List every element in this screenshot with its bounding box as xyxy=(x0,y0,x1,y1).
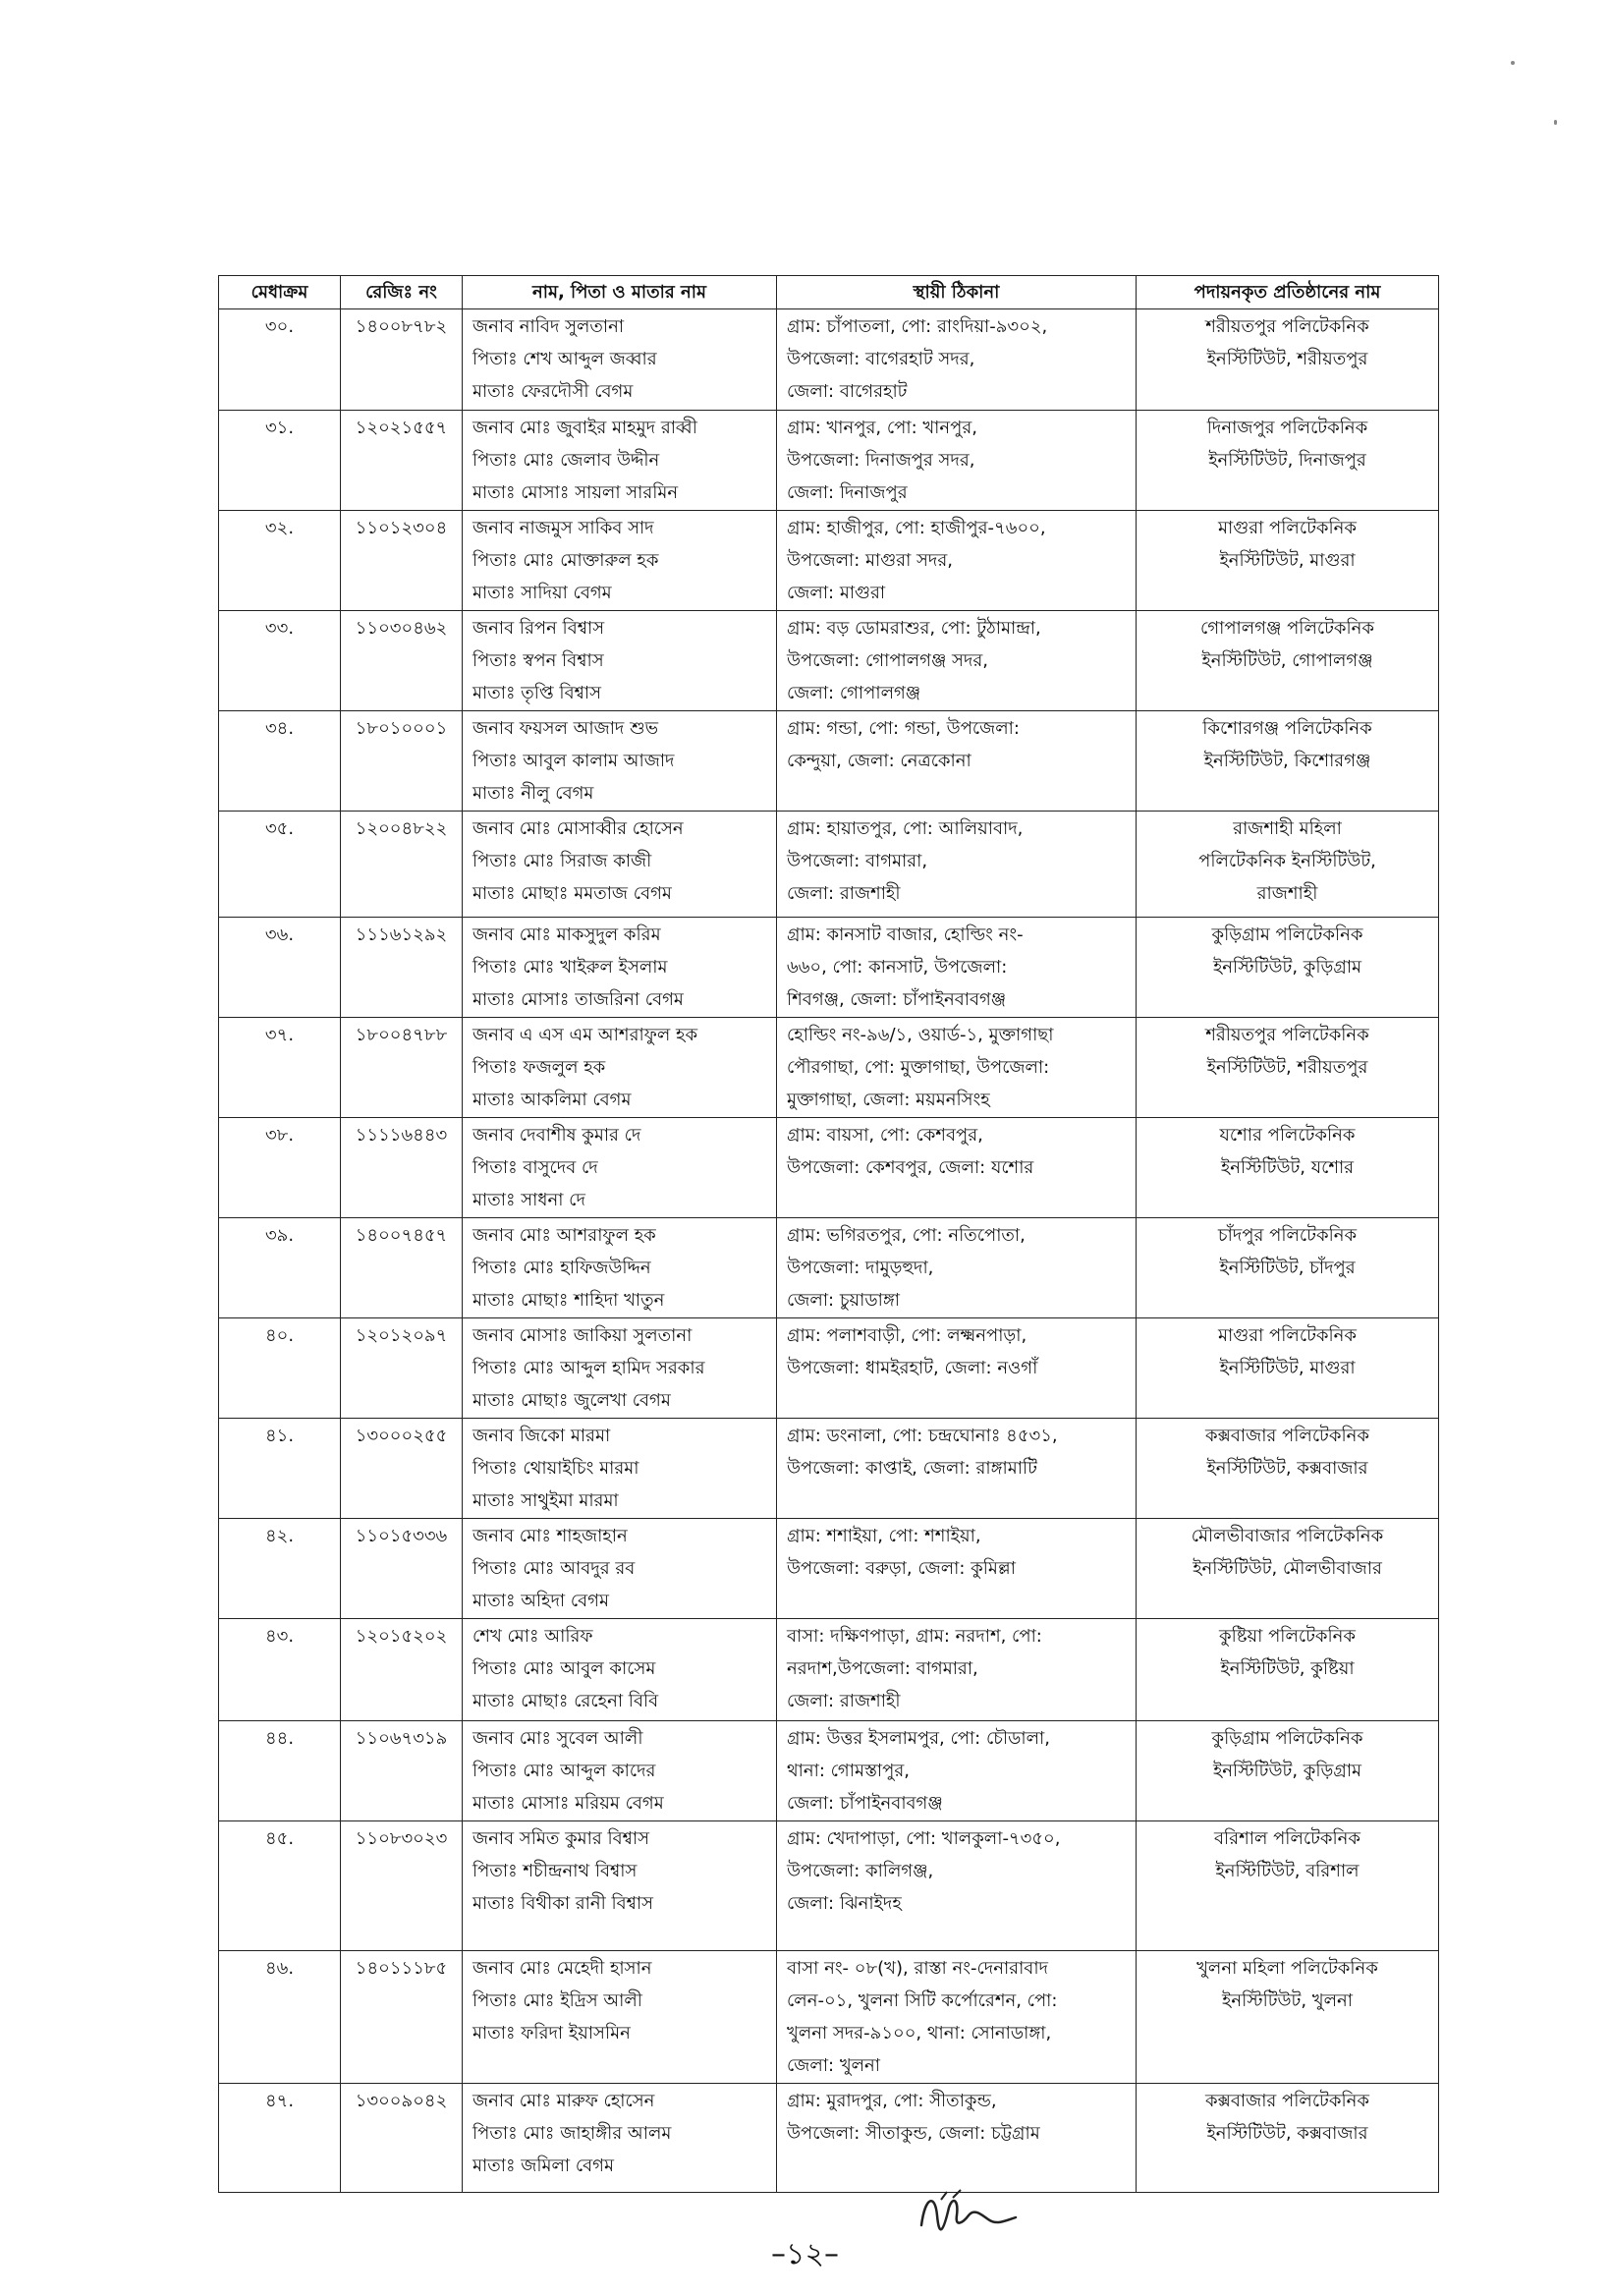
institute-line: ইনস্টিটিউট, কুড়িগ্রাম xyxy=(1212,1761,1362,1781)
institute-line: শরীয়তপুর পলিটেকনিক xyxy=(1205,1025,1369,1045)
address-line: গ্রাম: হাজীপুর, পো: হাজীপুর-৭৬০০, xyxy=(787,518,1046,538)
address-line: উপজেলা: ধামইরহাট, জেলা: নওগাঁ xyxy=(787,1358,1038,1378)
name-line: জনাব মোঃ আশরাফুল হক xyxy=(472,1225,656,1246)
name-line: মাতাঃ মোছাঃ মমতাজ বেগম xyxy=(472,883,672,904)
registration-cell: ১১০৩০৪৬২ xyxy=(341,611,463,711)
name-line: পিতাঃ স্বপন বিশ্বাস xyxy=(472,650,604,671)
institute-line: ইনস্টিটিউট, যশোর xyxy=(1220,1157,1355,1178)
institute-line: কিশোরগঞ্জ পলিটেকনিক xyxy=(1202,718,1372,739)
address-cell xyxy=(777,411,1137,511)
table-row xyxy=(219,511,1439,611)
address-line: জেলা: খুলনা xyxy=(787,2055,881,2076)
institute-cell xyxy=(1137,1118,1439,1218)
address-cell xyxy=(777,812,1137,918)
address-line: গ্রাম: পলাশবাড়ী, পো: লক্ষ্মনপাড়া, xyxy=(787,1325,1027,1346)
name-line: শেখ মোঃ আরিফ xyxy=(472,1626,593,1647)
name-cell xyxy=(463,1619,777,1721)
address-line: উপজেলা: মাগুরা সদর, xyxy=(787,550,953,571)
serial-cell: ৩২. xyxy=(219,511,341,611)
institute-line: মাগুরা পলিটেকনিক xyxy=(1218,1325,1357,1346)
name-line: জনাব নাবিদ সুলতানা xyxy=(472,316,625,337)
name-line: জনাব মোঃ মোসাব্বীর হোসেন xyxy=(472,818,684,839)
header-serial: মেধাক্রম xyxy=(219,276,341,309)
address-line: গ্রাম: কানসাট বাজার, হোল্ডিং নং- xyxy=(787,924,1024,945)
serial-cell: ৪১. xyxy=(219,1419,341,1519)
header-name: নাম, পিতা ও মাতার নাম xyxy=(463,276,777,309)
registration-cell: ১২০২১৫৫৭ xyxy=(341,411,463,511)
table-header-row xyxy=(219,276,1439,309)
name-cell xyxy=(463,411,777,511)
merit-list-table xyxy=(218,275,1439,2193)
header-institute: পদায়নকৃত প্রতিষ্ঠানের নাম xyxy=(1137,276,1439,309)
name-line: পিতাঃ মোঃ জেলাব উদ্দীন xyxy=(472,450,660,471)
institute-line: শরীয়তপুর পলিটেকনিক xyxy=(1205,316,1369,337)
name-line: জনাব সমিত কুমার বিশ্বাস xyxy=(472,1828,650,1849)
address-line: উপজেলা: গোপালগঞ্জ সদর, xyxy=(787,650,989,671)
address-line: জেলা: রাজশাহী xyxy=(787,1691,901,1711)
institute-line: খুলনা মহিলা পলিটেকনিক xyxy=(1196,1958,1378,1979)
serial-cell: ৪৪. xyxy=(219,1721,341,1821)
address-line: থানা: গোমস্তাপুর, xyxy=(787,1761,910,1781)
name-line: পিতাঃ শচীন্দ্রনাথ বিশ্বাস xyxy=(472,1861,638,1881)
address-line: ৬৬০, পো: কানসাট, উপজেলা: xyxy=(787,957,1008,978)
name-line: পিতাঃ মোঃ হাফিজউদ্দিন xyxy=(472,1258,651,1278)
scan-speck xyxy=(1511,61,1515,65)
name-line: মাতাঃ সাধনা দে xyxy=(472,1190,585,1210)
address-cell xyxy=(777,1218,1137,1318)
institute-line: মৌলভীবাজার পলিটেকনিক xyxy=(1191,1526,1384,1546)
name-line: জনাব দেবাশীষ কুমার দে xyxy=(472,1125,641,1146)
address-line: খুলনা সদর-৯১০০, থানা: সোনাডাঙ্গা, xyxy=(787,2023,1052,2044)
serial-cell: ৩৭. xyxy=(219,1018,341,1118)
name-line: মাতাঃ বিথীকা রানী বিশ্বাস xyxy=(472,1893,654,1914)
name-line: মাতাঃ অহিদা বেগম xyxy=(472,1591,609,1611)
institute-line: চাঁদপুর পলিটেকনিক xyxy=(1217,1225,1358,1246)
institute-cell xyxy=(1137,611,1439,711)
name-line: জনাব এ এস এম আশরাফুল হক xyxy=(472,1025,698,1045)
institute-cell xyxy=(1137,1951,1439,2084)
registration-cell: ১৩০০৯০৪২ xyxy=(341,2084,463,2193)
institute-line: ইনস্টিটিউট, কুড়িগ্রাম xyxy=(1212,957,1362,978)
name-line: জনাব মোঃ শাহজাহান xyxy=(472,1526,628,1546)
name-line: মাতাঃ মোছাঃ রেহেনা বিবি xyxy=(472,1691,659,1711)
name-line: মাতাঃ ফেরদৌসী বেগম xyxy=(472,381,634,402)
address-line: লেন-০১, খুলনা সিটি কর্পোরেশন, পো: xyxy=(787,1990,1058,2011)
address-cell xyxy=(777,611,1137,711)
address-line: গ্রাম: বড় ডোমরাশুর, পো: টুঠামান্দ্রা, xyxy=(787,618,1041,639)
serial-cell: ৩৮. xyxy=(219,1118,341,1218)
address-line: জেলা: চাঁপাইনবাবগঞ্জ xyxy=(787,1793,943,1814)
table-body xyxy=(219,309,1439,2193)
name-line: পিতাঃ আবুল কালাম আজাদ xyxy=(472,751,675,771)
registration-cell: ১৪০০৭৪৫৭ xyxy=(341,1218,463,1318)
institute-line: রাজশাহী xyxy=(1256,883,1318,904)
table-row xyxy=(219,1619,1439,1721)
address-line: কেন্দুয়া, জেলা: নেত্রকোনা xyxy=(787,751,972,771)
table-row xyxy=(219,1721,1439,1821)
institute-line: ইনস্টিটিউট, শরীয়তপুর xyxy=(1206,349,1368,369)
name-cell xyxy=(463,1721,777,1821)
name-cell xyxy=(463,2084,777,2193)
institute-line: বরিশাল পলিটেকনিক xyxy=(1214,1828,1360,1849)
address-line: উপজেলা: বাগমারা, xyxy=(787,851,928,871)
name-line: মাতাঃ মোছাঃ শাহিদা খাতুন xyxy=(472,1290,665,1311)
address-cell xyxy=(777,1721,1137,1821)
registration-cell: ১১১৬১২৯২ xyxy=(341,918,463,1018)
name-line: পিতাঃ বাসুদেব দে xyxy=(472,1157,598,1178)
institute-cell xyxy=(1137,511,1439,611)
name-line: জনাব মোঃ মেহেদী হাসান xyxy=(472,1958,652,1979)
institute-line: ইনস্টিটিউট, মৌলভীবাজার xyxy=(1193,1558,1382,1579)
name-line: পিতাঃ মোঃ ইদ্রিস আলী xyxy=(472,1990,642,2011)
name-line: জনাব রিপন বিশ্বাস xyxy=(472,618,605,639)
address-line: গ্রাম: ডংনালা, পো: চন্দ্রঘোনাঃ ৪৫৩১, xyxy=(787,1426,1058,1446)
institute-cell xyxy=(1137,1519,1439,1619)
institute-line: গোপালগঞ্জ পলিটেকনিক xyxy=(1200,618,1374,639)
name-cell xyxy=(463,1018,777,1118)
page-number: –১২– xyxy=(771,2237,839,2271)
name-line: জনাব মোঃ সুবেল আলী xyxy=(472,1728,643,1749)
serial-cell: ৪৭. xyxy=(219,2084,341,2193)
registration-cell: ১১০১৫৩৩৬ xyxy=(341,1519,463,1619)
table-row xyxy=(219,1519,1439,1619)
name-line: জনাব মোঃ জুবাইর মাহমুদ রাব্বী xyxy=(472,418,697,438)
institute-line: কুড়িগ্রাম পলিটেকনিক xyxy=(1211,924,1363,945)
name-line: জনাব ফয়সল আজাদ শুভ xyxy=(472,718,658,739)
address-line: গ্রাম: বায়সা, পো: কেশবপুর, xyxy=(787,1125,983,1146)
institute-cell xyxy=(1137,1318,1439,1419)
address-line: গ্রাম: খানপুর, পো: খানপুর, xyxy=(787,418,977,438)
institute-cell xyxy=(1137,812,1439,918)
institute-cell xyxy=(1137,918,1439,1018)
address-line: উপজেলা: বরুড়া, জেলা: কুমিল্লা xyxy=(787,1558,1016,1579)
institute-line: ইনস্টিটিউট, মাগুরা xyxy=(1219,550,1356,571)
address-line: গ্রাম: চাঁপাতলা, পো: রাংদিয়া-৯৩০২, xyxy=(787,316,1048,337)
name-cell xyxy=(463,1318,777,1419)
address-line: হোল্ডিং নং-৯৬/১, ওয়ার্ড-১, মুক্তাগাছা xyxy=(787,1025,1054,1045)
registration-cell: ১৮০০৪৭৮৮ xyxy=(341,1018,463,1118)
address-line: গ্রাম: ভগিরতপুর, পো: নতিপোতা, xyxy=(787,1225,1026,1246)
institute-line: পলিটেকনিক ইনস্টিটিউট, xyxy=(1198,851,1376,871)
address-cell xyxy=(777,1951,1137,2084)
institute-cell xyxy=(1137,1419,1439,1519)
name-cell xyxy=(463,1118,777,1218)
institute-line: কক্সবাজার পলিটেকনিক xyxy=(1205,2091,1369,2111)
name-cell xyxy=(463,711,777,812)
name-line: পিতাঃ মোঃ আব্দুল হামিদ সরকার xyxy=(472,1358,705,1378)
address-line: গ্রাম: উত্তর ইসলামপুর, পো: চৌডালা, xyxy=(787,1728,1050,1749)
address-line: উপজেলা: কাপ্তাই, জেলা: রাঙ্গামাটি xyxy=(787,1458,1037,1479)
name-line: মাতাঃ মোসাঃ সায়লা সারমিন xyxy=(472,482,679,503)
address-cell xyxy=(777,2084,1137,2193)
serial-cell: ৩১. xyxy=(219,411,341,511)
institute-cell xyxy=(1137,1018,1439,1118)
address-line: গ্রাম: মুরাদপুর, পো: সীতাকুন্ড, xyxy=(787,2091,997,2111)
name-line: জনাব মোঃ মাকসুদুল করিম xyxy=(472,924,661,945)
registration-cell: ১২০১৫২০২ xyxy=(341,1619,463,1721)
table-row xyxy=(219,918,1439,1018)
serial-cell: ৩০. xyxy=(219,309,341,411)
address-cell xyxy=(777,1519,1137,1619)
institute-line: মাগুরা পলিটেকনিক xyxy=(1218,518,1357,538)
institute-cell xyxy=(1137,1218,1439,1318)
institute-line: কক্সবাজার পলিটেকনিক xyxy=(1205,1426,1369,1446)
address-line: গ্রাম: খেদাপাড়া, পো: খালকুলা-৭৩৫০, xyxy=(787,1828,1061,1849)
table-row xyxy=(219,1118,1439,1218)
address-line: শিবগঞ্জ, জেলা: চাঁপাইনবাবগঞ্জ xyxy=(787,989,1007,1010)
address-cell xyxy=(777,1118,1137,1218)
address-cell xyxy=(777,511,1137,611)
institute-cell xyxy=(1137,1721,1439,1821)
address-line: পৌরগাছা, পো: মুক্তাগাছা, উপজেলা: xyxy=(787,1057,1050,1078)
name-line: জনাব জিকো মারমা xyxy=(472,1426,611,1446)
table-row xyxy=(219,411,1439,511)
address-line: জেলা: মাগুরা xyxy=(787,583,886,603)
institute-cell xyxy=(1137,2084,1439,2193)
address-cell xyxy=(777,1018,1137,1118)
table-row xyxy=(219,309,1439,411)
name-line: মাতাঃ জমিলা বেগম xyxy=(472,2156,614,2176)
address-line: উপজেলা: দামুড়হুদা, xyxy=(787,1258,934,1278)
address-line: উপজেলা: সীতাকুন্ড, জেলা: চট্টগ্রাম xyxy=(787,2123,1040,2144)
serial-cell: ৪৫. xyxy=(219,1821,341,1951)
table-row xyxy=(219,711,1439,812)
institute-cell xyxy=(1137,1821,1439,1951)
address-cell xyxy=(777,309,1137,411)
institute-line: কুষ্টিয়া পলিটেকনিক xyxy=(1219,1626,1356,1647)
address-line: জেলা: গোপালগঞ্জ xyxy=(787,683,921,703)
name-line: মাতাঃ ফরিদা ইয়াসমিন xyxy=(472,2023,631,2044)
institute-line: ইনস্টিটিউট, চাঁদপুর xyxy=(1219,1258,1356,1278)
name-cell xyxy=(463,309,777,411)
name-line: পিতাঃ মোঃ আবদুর রব xyxy=(472,1558,636,1579)
address-cell xyxy=(777,1821,1137,1951)
address-line: গ্রাম: হায়াতপুর, পো: আলিয়াবাদ, xyxy=(787,818,1024,839)
serial-cell: ৩৪. xyxy=(219,711,341,812)
name-cell xyxy=(463,1419,777,1519)
address-line: মুক্তাগাছা, জেলা: ময়মনসিংহ xyxy=(787,1090,990,1110)
address-cell xyxy=(777,1419,1137,1519)
registration-cell: ১৮০১০০০১ xyxy=(341,711,463,812)
name-cell xyxy=(463,1951,777,2084)
institute-cell xyxy=(1137,411,1439,511)
address-line: জেলা: দিনাজপুর xyxy=(787,482,908,503)
name-line: পিতাঃ থোয়াইচিং মারমা xyxy=(472,1458,639,1479)
header-registration: রেজিঃ নং xyxy=(341,276,463,309)
name-cell xyxy=(463,918,777,1018)
name-line: পিতাঃ শেখ আব্দুল জব্বার xyxy=(472,349,657,369)
address-line: জেলা: রাজশাহী xyxy=(787,883,901,904)
table-row xyxy=(219,1218,1439,1318)
name-line: মাতাঃ মোছাঃ জুলেখা বেগম xyxy=(472,1390,671,1411)
serial-cell: ৩৫. xyxy=(219,812,341,918)
scan-speck xyxy=(1554,120,1557,125)
name-line: মাতাঃ মোসাঃ মরিয়ম বেগম xyxy=(472,1793,664,1814)
address-cell xyxy=(777,1318,1137,1419)
table-row xyxy=(219,1018,1439,1118)
serial-cell: ৪৩. xyxy=(219,1619,341,1721)
serial-cell: ৩৯. xyxy=(219,1218,341,1318)
serial-cell: ৪২. xyxy=(219,1519,341,1619)
registration-cell: ১২০১২০৯৭ xyxy=(341,1318,463,1419)
address-cell xyxy=(777,918,1137,1018)
institute-line: দিনাজপুর পলিটেকনিক xyxy=(1206,418,1368,438)
name-cell xyxy=(463,812,777,918)
registration-cell: ১১০১২৩০৪ xyxy=(341,511,463,611)
registration-cell: ১১১১৬৪৪৩ xyxy=(341,1118,463,1218)
institute-line: ইনস্টিটিউট, মাগুরা xyxy=(1219,1358,1356,1378)
institute-line: কুড়িগ্রাম পলিটেকনিক xyxy=(1211,1728,1363,1749)
name-line: পিতাঃ মোঃ আব্দুল কাদের xyxy=(472,1761,656,1781)
institute-line: যশোর পলিটেকনিক xyxy=(1219,1125,1356,1146)
registration-cell: ১৪০১১১৮৫ xyxy=(341,1951,463,2084)
institute-line: ইনস্টিটিউট, কুষ্টিয়া xyxy=(1220,1658,1355,1679)
table-row xyxy=(219,812,1439,918)
address-line: নরদাশ,উপজেলা: বাগমারা, xyxy=(787,1658,978,1679)
institute-line: ইনস্টিটিউট, কিশোরগঞ্জ xyxy=(1203,751,1371,771)
table-row xyxy=(219,1951,1439,2084)
name-line: পিতাঃ মোঃ খাইরুল ইসলাম xyxy=(472,957,668,978)
address-line: গ্রাম: শশাইয়া, পো: শশাইয়া, xyxy=(787,1526,981,1546)
serial-cell: ৪০. xyxy=(219,1318,341,1419)
name-line: মাতাঃ সাদিয়া বেগম xyxy=(472,583,612,603)
name-line: জনাব নাজমুস সাকিব সাদ xyxy=(472,518,654,538)
name-line: জনাব মোসাঃ জাকিয়া সুলতানা xyxy=(472,1325,693,1346)
name-line: মাতাঃ আকলিমা বেগম xyxy=(472,1090,632,1110)
name-line: পিতাঃ মোঃ আবুল কাসেম xyxy=(472,1658,656,1679)
address-line: বাসা: দক্ষিণপাড়া, গ্রাম: নরদাশ, পো: xyxy=(787,1626,1042,1647)
address-line: উপজেলা: বাগেরহাট সদর, xyxy=(787,349,975,369)
table-row xyxy=(219,1419,1439,1519)
address-line: গ্রাম: গন্ডা, পো: গন্ডা, উপজেলা: xyxy=(787,718,1020,739)
table-row xyxy=(219,1318,1439,1419)
address-line: উপজেলা: কেশবপুর, জেলা: যশোর xyxy=(787,1157,1034,1178)
address-line: উপজেলা: দিনাজপুর সদর, xyxy=(787,450,975,471)
address-line: বাসা নং- ০৮(খ), রাস্তা নং-দেনারাবাদ xyxy=(787,1958,1049,1979)
institute-cell xyxy=(1137,711,1439,812)
name-cell xyxy=(463,1821,777,1951)
name-cell xyxy=(463,511,777,611)
table-row xyxy=(219,2084,1439,2193)
registration-cell: ১২০০৪৮২২ xyxy=(341,812,463,918)
registration-cell: ১১০৮৩০২৩ xyxy=(341,1821,463,1951)
address-line: জেলা: চুয়াডাঙ্গা xyxy=(787,1290,900,1311)
institute-line: ইনস্টিটিউট, দিনাজপুর xyxy=(1208,450,1366,471)
serial-cell: ৩৩. xyxy=(219,611,341,711)
name-line: মাতাঃ সাথুইমা মারমা xyxy=(472,1490,619,1511)
institute-line: ইনস্টিটিউট, গোপালগঞ্জ xyxy=(1201,650,1373,671)
address-cell xyxy=(777,711,1137,812)
name-line: মাতাঃ তৃপ্তি বিশ্বাস xyxy=(472,683,601,703)
registration-cell: ১১০৬৭৩১৯ xyxy=(341,1721,463,1821)
institute-line: ইনস্টিটিউট, কক্সবাজার xyxy=(1206,2123,1368,2144)
name-cell xyxy=(463,611,777,711)
name-line: পিতাঃ মোঃ সিরাজ কাজী xyxy=(472,851,652,871)
serial-cell: ৪৬. xyxy=(219,1951,341,2084)
name-line: মাতাঃ মোসাঃ তাজরিনা বেগম xyxy=(472,989,684,1010)
name-line: পিতাঃ মোঃ মোক্তারুল হক xyxy=(472,550,659,571)
institute-line: ইনস্টিটিউট, খুলনা xyxy=(1221,1990,1354,2011)
address-line: উপজেলা: কালিগঞ্জ, xyxy=(787,1861,934,1881)
address-line: জেলা: বাগেরহাট xyxy=(787,381,908,402)
name-line: পিতাঃ ফজলুল হক xyxy=(472,1057,606,1078)
table-row xyxy=(219,611,1439,711)
name-line: জনাব মোঃ মারুফ হোসেন xyxy=(472,2091,655,2111)
name-line: পিতাঃ মোঃ জাহাঙ্গীর আলম xyxy=(472,2123,672,2144)
name-line: মাতাঃ নীলু বেগম xyxy=(472,783,594,804)
header-address: স্থায়ী ঠিকানা xyxy=(777,276,1137,309)
address-cell xyxy=(777,1619,1137,1721)
institute-cell xyxy=(1137,309,1439,411)
serial-cell: ৩৬. xyxy=(219,918,341,1018)
institute-cell xyxy=(1137,1619,1439,1721)
institute-line: রাজশাহী মহিলা xyxy=(1233,818,1342,839)
table-row xyxy=(219,1821,1439,1951)
registration-cell: ১৪০০৮৭৮২ xyxy=(341,309,463,411)
name-cell xyxy=(463,1519,777,1619)
institute-line: ইনস্টিটিউট, শরীয়তপুর xyxy=(1206,1057,1368,1078)
address-line: জেলা: ঝিনাইদহ xyxy=(787,1893,902,1914)
registration-cell: ১৩০০০২৫৫ xyxy=(341,1419,463,1519)
name-cell xyxy=(463,1218,777,1318)
institute-line: ইনস্টিটিউট, বরিশাল xyxy=(1215,1861,1360,1881)
institute-line: ইনস্টিটিউট, কক্সবাজার xyxy=(1206,1458,1368,1479)
